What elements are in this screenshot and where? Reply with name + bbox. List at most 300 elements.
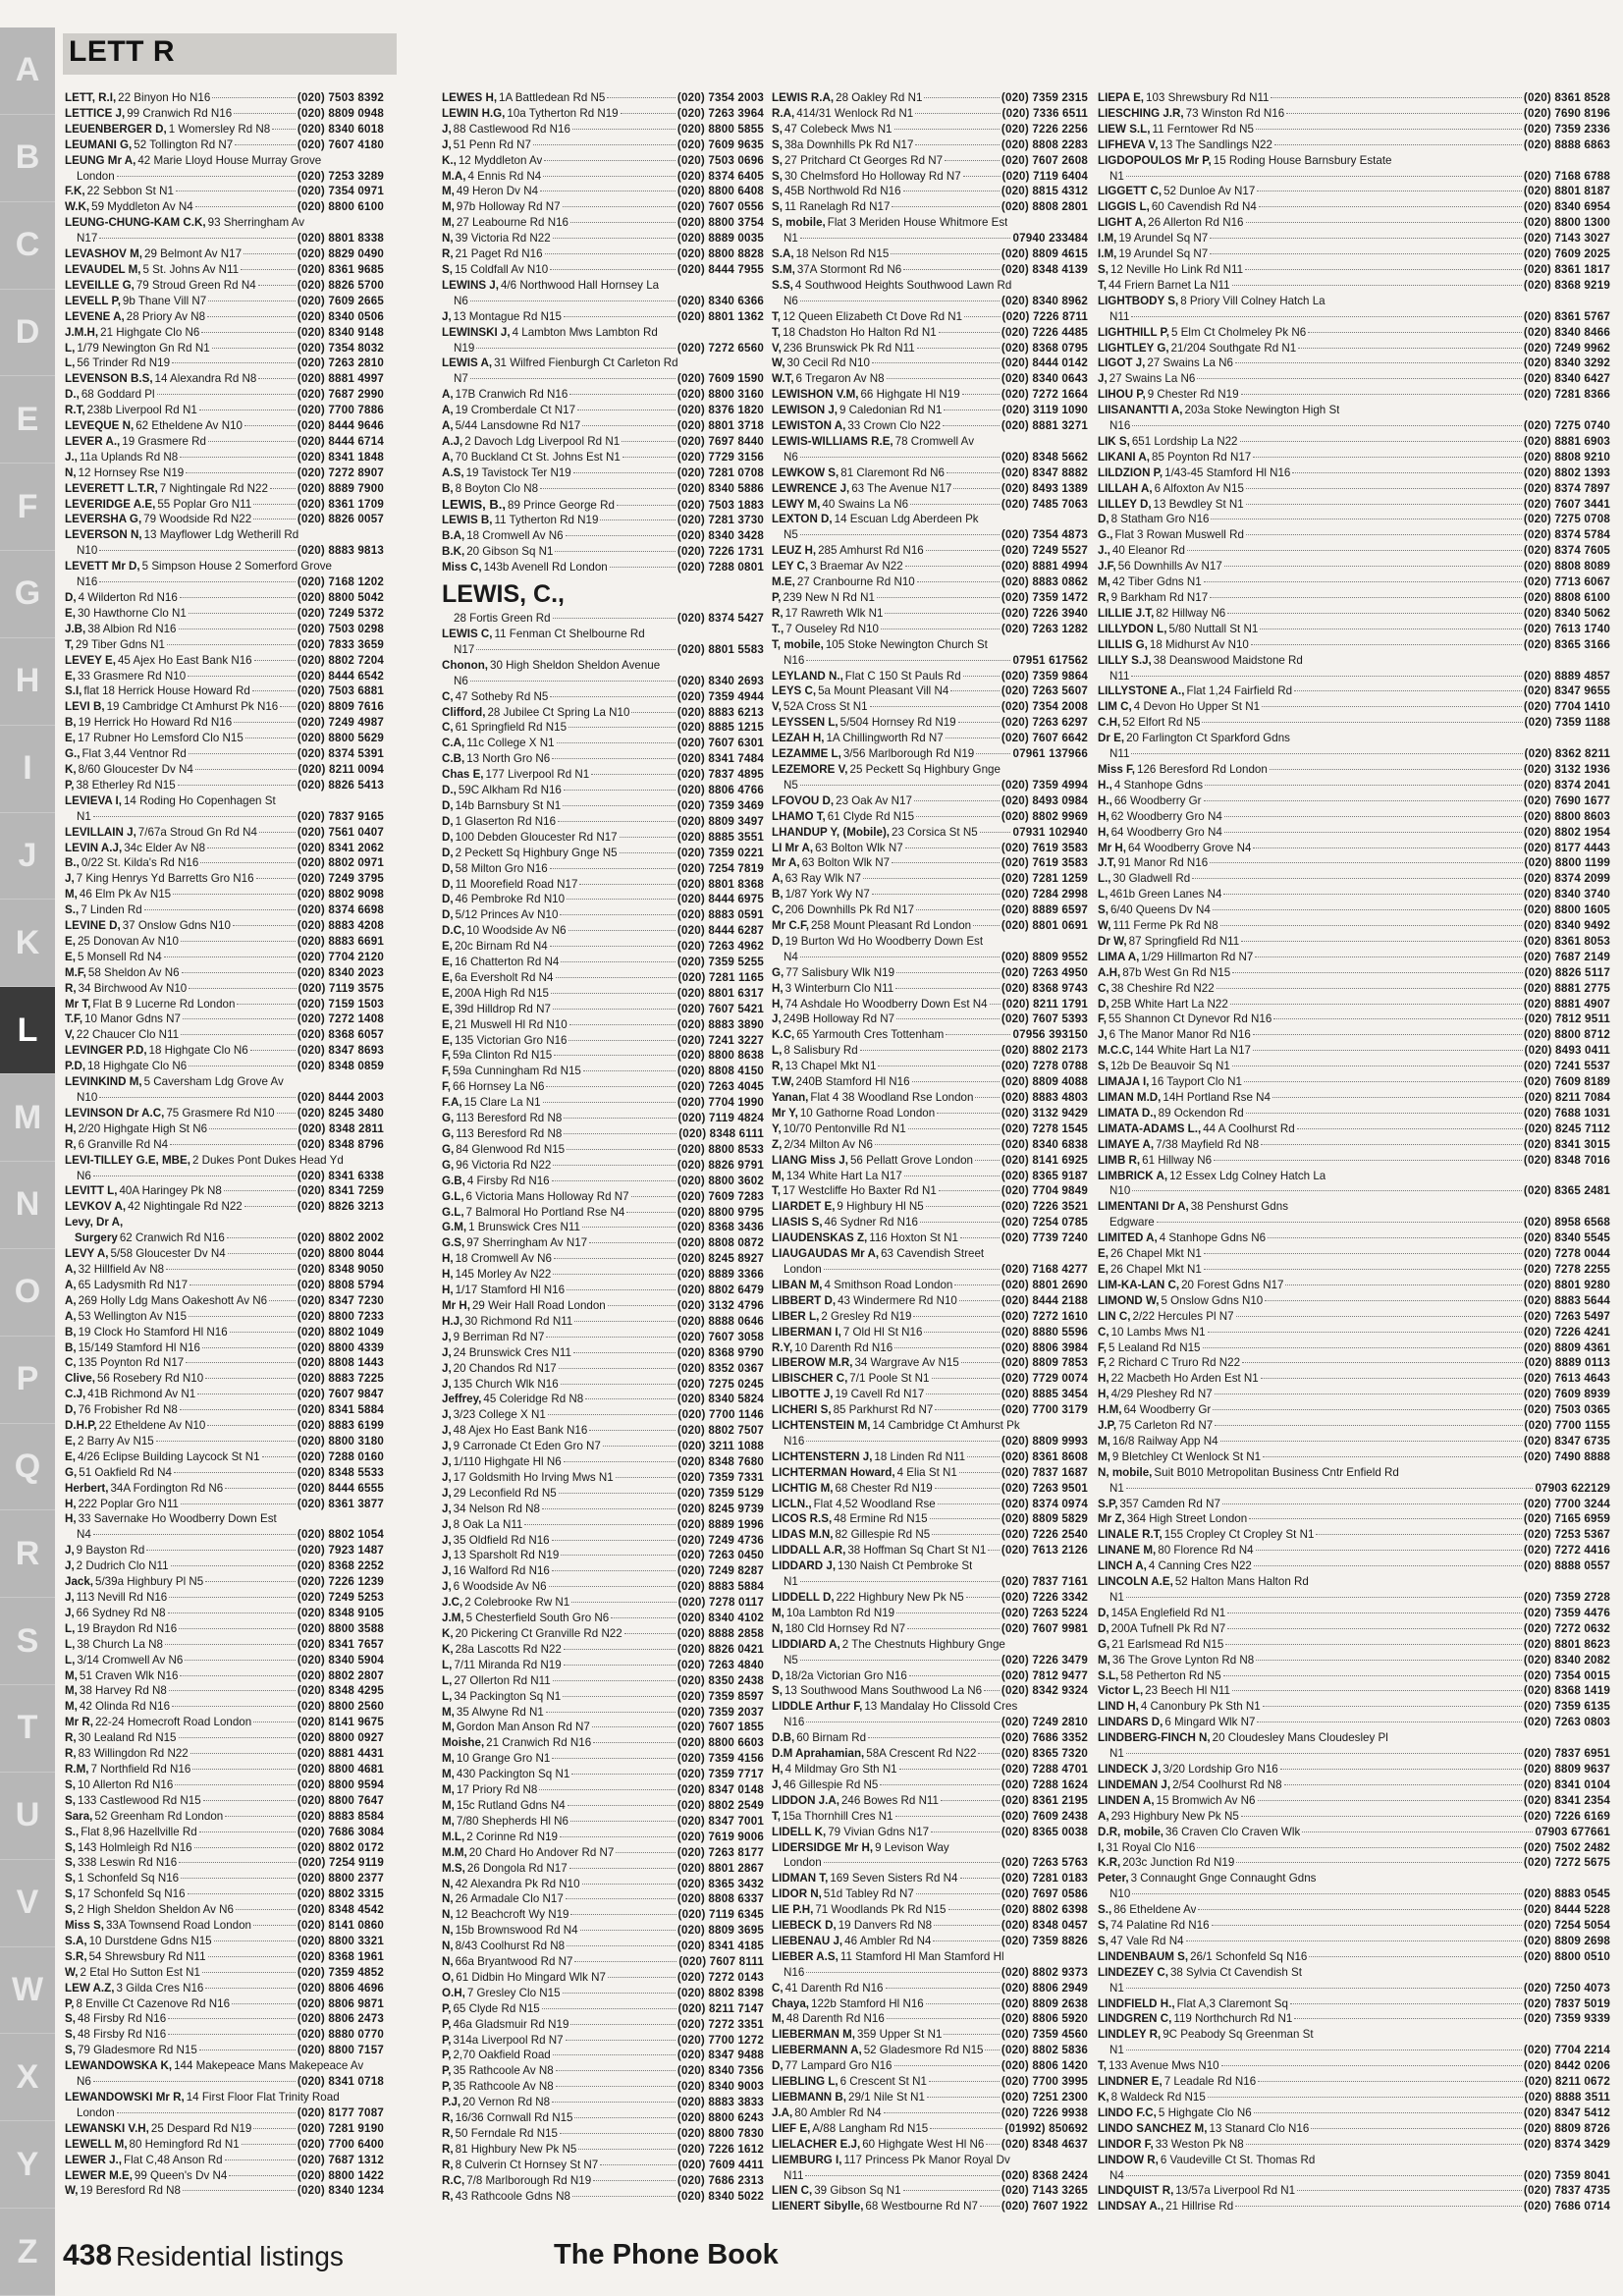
leader-dots bbox=[931, 1831, 1000, 1832]
listing-address: 12 Hornsey Rse N19 bbox=[78, 465, 185, 479]
listing-name: E, bbox=[65, 1449, 76, 1463]
listing-phone: (020) 7249 5372 bbox=[297, 606, 384, 620]
listing-address: N6 bbox=[784, 294, 798, 307]
listing-phone: (020) 8444 2188 bbox=[1001, 1293, 1088, 1307]
listing-address: 83 Willingdon Rd N22 bbox=[78, 1747, 189, 1761]
listing-address: 133 Castlewood Rd N15 bbox=[77, 1793, 201, 1807]
listing-entry bbox=[1098, 2027, 1610, 2043]
listing-phone: (020) 7609 2025 bbox=[1523, 247, 1610, 261]
listing-phone: (020) 8809 9993 bbox=[1001, 1434, 1088, 1448]
listing-name: H, bbox=[442, 1268, 454, 1282]
leader-dots bbox=[170, 1144, 296, 1145]
listing-address: 12 Essex Ldg Colney Hatch La bbox=[1169, 1169, 1326, 1182]
listing-phone: (020) 7359 2336 bbox=[1523, 122, 1610, 136]
listing-entry bbox=[772, 309, 1088, 325]
listing-entry bbox=[442, 1079, 764, 1095]
listing-phone: (020) 8340 3292 bbox=[1523, 356, 1610, 370]
leader-dots bbox=[552, 1758, 676, 1759]
listing-phone: (020) 8802 5836 bbox=[1001, 2044, 1088, 2057]
listing-entry bbox=[65, 1653, 384, 1668]
listing-entry bbox=[442, 1735, 764, 1751]
listing-phone: (020) 7700 3995 bbox=[1001, 2075, 1088, 2089]
listing-address: 20 Gibson Sq N1 bbox=[466, 545, 554, 559]
leader-dots bbox=[237, 1004, 295, 1005]
listing-name: D, bbox=[442, 798, 454, 812]
listing-entry bbox=[1098, 246, 1610, 262]
listing-entry bbox=[442, 481, 764, 497]
listing-name: E, bbox=[65, 934, 76, 948]
listing-entry bbox=[772, 1199, 1088, 1215]
listing-name: D.B, bbox=[772, 1731, 795, 1745]
listing-name: M, bbox=[65, 1700, 78, 1714]
leader-dots bbox=[1227, 1628, 1522, 1629]
listing-entry bbox=[442, 1158, 764, 1174]
leader-dots bbox=[244, 1206, 296, 1207]
listing-phone: (020) 7278 0044 bbox=[1523, 1247, 1610, 1261]
listing-address: 8 Salisbury Rd bbox=[784, 1044, 858, 1058]
listing-phone: (020) 8211 7084 bbox=[1524, 1091, 1610, 1104]
listing-entry bbox=[1098, 231, 1610, 246]
listing-name: Mr C.F, bbox=[772, 919, 810, 933]
leader-dots bbox=[916, 816, 1000, 817]
listing-entry bbox=[65, 1325, 384, 1340]
listing-address: 30 Hawthorne Clo N1 bbox=[77, 606, 187, 620]
listing-address: 43 Rathcoole Gdns N8 bbox=[455, 2189, 570, 2203]
listing-address: N6 bbox=[77, 2075, 91, 2089]
listing-address: 4 Stanhope Gdns bbox=[1113, 778, 1204, 792]
listing-entry bbox=[65, 887, 384, 902]
listing-phone: (020) 7697 8440 bbox=[676, 434, 764, 448]
listing-name: T., bbox=[772, 622, 784, 635]
listing-address: 9C Peabody Sq Greenman St bbox=[1163, 2028, 1314, 2042]
listing-entry bbox=[1098, 574, 1610, 590]
listing-address: flat 18 Herrick House Howard Rd bbox=[83, 684, 250, 698]
listing-entry bbox=[442, 1174, 764, 1189]
listing-name: LIEBERMAN M, bbox=[772, 2028, 856, 2042]
listing-phone: (020) 7359 2728 bbox=[1523, 1591, 1610, 1604]
listing-phone: (020) 7272 8907 bbox=[297, 465, 384, 479]
listing-address: 21 Hillrise Rd bbox=[1165, 2200, 1234, 2214]
listing-entry bbox=[442, 1454, 764, 1470]
leader-dots bbox=[169, 1690, 296, 1691]
leader-dots bbox=[579, 884, 675, 885]
leader-dots bbox=[1213, 1409, 1522, 1410]
listing-phone: (020) 7354 8032 bbox=[297, 341, 384, 355]
listing-name: LINDOW R, bbox=[1098, 2153, 1159, 2166]
listing-name: LIKANI A, bbox=[1098, 450, 1151, 464]
leader-dots bbox=[553, 1680, 676, 1681]
leader-dots bbox=[144, 909, 296, 910]
listing-name: G.L, bbox=[442, 1189, 464, 1203]
leader-dots bbox=[99, 238, 296, 239]
listing-phone: (020) 7263 9501 bbox=[1001, 1481, 1088, 1495]
listing-phone: (020) 8141 9675 bbox=[297, 1716, 384, 1729]
listing-address: 5 Highgate Clo N6 bbox=[1158, 2105, 1252, 2119]
listing-address: N1 bbox=[77, 809, 91, 823]
listing-address: 42 Tiber Gdns N1 bbox=[1111, 575, 1202, 589]
leader-dots bbox=[896, 972, 1000, 973]
listing-address: N4 bbox=[784, 950, 798, 963]
listing-entry bbox=[1098, 1855, 1610, 1871]
listing-name: D.M Aprahamian, bbox=[772, 1747, 865, 1761]
listing-name: R.A, bbox=[772, 106, 795, 120]
listing-address: 17B Cranwich Rd N16 bbox=[455, 388, 568, 402]
listing-name: LINDGREN C, bbox=[1098, 2012, 1172, 2026]
listing-name: T, bbox=[1098, 278, 1108, 292]
listing-entry bbox=[442, 783, 764, 798]
listing-address: 113 Nevill Rd N16 bbox=[76, 1591, 168, 1604]
listing-phone: (020) 8374 6698 bbox=[297, 903, 384, 917]
listing-address: 4/6 Northwood Hall Hornsey La bbox=[500, 278, 660, 292]
listing-address: 293 Highbury New Pk N5 bbox=[1110, 1809, 1239, 1823]
listing-entry bbox=[65, 1934, 384, 1949]
listing-entry bbox=[772, 841, 1088, 856]
listing-name: LEUNG-CHUNG-KAM C.K, bbox=[65, 216, 206, 230]
listing-name: Mr H, bbox=[442, 1298, 470, 1312]
leader-dots bbox=[593, 1742, 676, 1743]
listing-phone: (020) 7143 3265 bbox=[1001, 2184, 1088, 2198]
listing-name: K, bbox=[442, 1642, 454, 1656]
listing-entry bbox=[1098, 637, 1610, 653]
listing-name: LIK S, bbox=[1098, 434, 1130, 448]
listing-name: S., bbox=[65, 1825, 80, 1838]
listing-address: 26 Dongola Rd N17 bbox=[466, 1861, 568, 1875]
running-head: LETT R bbox=[69, 35, 175, 68]
listing-name: M, bbox=[442, 1798, 455, 1812]
listing-name: J, bbox=[442, 137, 452, 151]
listing-entry bbox=[1098, 450, 1610, 465]
leader-dots bbox=[544, 160, 676, 161]
listing-entry bbox=[442, 2158, 764, 2173]
listing-address: 6 Granville Rd N4 bbox=[78, 1137, 169, 1151]
listing-address: 22 Chaucer Clo N11 bbox=[76, 1028, 180, 1042]
leader-dots bbox=[1274, 144, 1522, 145]
listing-address: 12 Beachcroft Wy N19 bbox=[455, 1908, 569, 1922]
leader-dots bbox=[545, 253, 676, 254]
listing-entry bbox=[442, 1189, 764, 1205]
listing-phone: (020) 8800 3602 bbox=[676, 1174, 764, 1187]
leader-dots bbox=[950, 690, 1000, 691]
listing-entry bbox=[772, 1590, 1088, 1606]
listing-address: 25B White Hart La N22 bbox=[1110, 997, 1228, 1011]
leader-dots bbox=[916, 909, 1000, 910]
listing-entry bbox=[442, 2033, 764, 2049]
listing-entry bbox=[772, 1230, 1088, 1246]
listing-name: M, bbox=[65, 1684, 78, 1698]
listing-name: LINDSAY A., bbox=[1098, 2200, 1164, 2214]
leader-dots bbox=[175, 1784, 296, 1785]
listing-address: N10 bbox=[77, 1091, 98, 1104]
listing-name: A.H, bbox=[1098, 965, 1121, 979]
listing-name: N, bbox=[442, 1940, 454, 1953]
listing-address: 8 Boyton Clo N8 bbox=[455, 481, 539, 495]
listing-entry bbox=[65, 1215, 384, 1230]
listing-name: J, bbox=[442, 1517, 452, 1531]
listing-address: 27 Swains La N6 bbox=[1109, 372, 1196, 386]
listing-address: 2 Gresley Rd N19 bbox=[821, 1309, 912, 1323]
listing-address: N6 bbox=[454, 294, 468, 307]
listing-phone: (020) 8800 3160 bbox=[676, 388, 764, 402]
leader-dots bbox=[1210, 597, 1522, 598]
listing-phone: (020) 8806 5920 bbox=[1001, 2012, 1088, 2026]
listing-phone: (020) 7354 2008 bbox=[1001, 700, 1088, 714]
listing-entry bbox=[1098, 1558, 1610, 1574]
listing-entry bbox=[442, 1814, 764, 1830]
listing-name: C.A, bbox=[442, 737, 465, 750]
listing-entry bbox=[772, 1855, 1088, 1871]
listing-name: H, bbox=[442, 1252, 454, 1266]
listing-phone: (020) 7119 6345 bbox=[677, 1908, 764, 1922]
listing-address: 29 Belmont Av N17 bbox=[144, 247, 243, 261]
listing-phone: (020) 8348 4542 bbox=[297, 1903, 384, 1917]
listing-entry bbox=[772, 918, 1088, 934]
leader-dots bbox=[870, 706, 1000, 707]
listing-phone: (020) 8348 0457 bbox=[1001, 1919, 1088, 1933]
listing-address: 314a Liverpool Rd N7 bbox=[453, 2033, 564, 2047]
listing-name: LIDDALL A.R, bbox=[772, 1544, 846, 1558]
listing-address: 145 Morley Av N22 bbox=[455, 1268, 552, 1282]
listing-address: 51d Tabley Rd N7 bbox=[823, 1887, 914, 1901]
leader-dots bbox=[589, 1430, 676, 1431]
listing-address: 12b De Beauvoir Sq N1 bbox=[1109, 1060, 1230, 1073]
listing-entry bbox=[772, 887, 1088, 902]
listing-phone: (020) 7613 2126 bbox=[1001, 1544, 1088, 1558]
listing-phone: (020) 8352 0367 bbox=[676, 1361, 764, 1375]
listing-name: D, bbox=[442, 846, 454, 859]
listing-address: 8 Culverin Ct Hornsey St N7 bbox=[455, 2158, 599, 2171]
listing-entry bbox=[442, 169, 764, 185]
listing-address: 64 Woodberry Gr bbox=[1123, 1403, 1212, 1417]
listing-address: N5 bbox=[784, 528, 798, 542]
listing-address: 38 Harvey Rd N8 bbox=[79, 1684, 167, 1698]
listing-name: A, bbox=[442, 419, 454, 433]
leader-dots bbox=[194, 1847, 296, 1848]
listing-entry bbox=[442, 798, 764, 814]
listing-entry bbox=[772, 169, 1088, 185]
listing-phone: (020) 8808 6100 bbox=[1523, 591, 1610, 604]
listing-name: M, bbox=[442, 1814, 455, 1828]
listing-address: 18 Midhurst Av N10 bbox=[1149, 637, 1249, 651]
listing-phone: (020) 8808 8089 bbox=[1523, 560, 1610, 574]
listing-entry bbox=[1098, 590, 1610, 606]
leader-dots bbox=[1316, 1534, 1521, 1535]
leader-dots bbox=[800, 785, 1000, 786]
listing-phone: (020) 3132 4796 bbox=[676, 1298, 764, 1312]
listing-name: LEZAH H, bbox=[772, 732, 825, 745]
listing-address: 38 Church La N8 bbox=[77, 1637, 163, 1651]
listing-phone: (020) 8802 9098 bbox=[297, 888, 384, 902]
listing-phone: (020) 7119 6404 bbox=[1001, 169, 1088, 183]
listing-name: T, bbox=[65, 637, 75, 651]
listing-entry bbox=[1098, 902, 1610, 918]
listing-name: L, bbox=[65, 1637, 76, 1651]
listing-address: 58 Sheldon Av N6 bbox=[87, 965, 180, 979]
leader-dots bbox=[1256, 1660, 1522, 1661]
listing-phone: (020) 7686 0714 bbox=[1523, 2200, 1610, 2214]
listing-phone: (020) 8800 1199 bbox=[1524, 856, 1610, 870]
listing-name: LINDO SANCHEZ M, bbox=[1098, 2121, 1208, 2135]
leader-dots bbox=[905, 566, 1000, 567]
leader-dots bbox=[202, 1347, 296, 1348]
listing-address: N1 bbox=[1109, 2044, 1124, 2057]
listing-address: 21 Cranwich Rd N16 bbox=[486, 1736, 592, 1750]
listing-entry bbox=[772, 855, 1088, 871]
listing-phone: 07940 233484 bbox=[1012, 232, 1088, 246]
listing-address: 6 Alfoxton Av N15 bbox=[1154, 481, 1244, 495]
listing-address: 30 Richmond Rd N11 bbox=[464, 1314, 573, 1328]
listing-phone: (020) 8800 1422 bbox=[297, 2168, 384, 2182]
listing-address: 23 Corsica St N5 bbox=[892, 825, 978, 839]
listing-name: Mr H, bbox=[1098, 841, 1126, 854]
leader-dots bbox=[548, 1414, 676, 1415]
leader-dots bbox=[1220, 1441, 1522, 1442]
leader-dots bbox=[892, 206, 1000, 207]
listing-entry bbox=[772, 434, 1088, 450]
leader-dots bbox=[270, 488, 296, 489]
listing-address: 52 Tollington Rd N7 bbox=[134, 137, 234, 151]
listing-phone: (020) 8802 2002 bbox=[297, 1231, 384, 1245]
listing-name: C, bbox=[442, 721, 454, 735]
listing-entry bbox=[65, 2137, 384, 2153]
listing-entry bbox=[1098, 699, 1610, 715]
listing-address: 58A Crescent Rd N22 bbox=[866, 1747, 977, 1761]
listing-address: 2 Dudrich Clo N11 bbox=[76, 1559, 169, 1573]
listing-entry bbox=[772, 2168, 1088, 2184]
leader-dots bbox=[1261, 1144, 1522, 1145]
listing-entry bbox=[442, 1377, 764, 1393]
listing-name: LIEMBURG I, bbox=[772, 2153, 842, 2166]
listing-entry bbox=[65, 1027, 384, 1043]
listing-phone: (020) 8883 3890 bbox=[676, 1017, 764, 1031]
listing-phone: (020) 7254 7819 bbox=[676, 861, 764, 875]
listing-name: LIEF E, bbox=[772, 2121, 811, 2135]
listing-entry bbox=[442, 1845, 764, 1861]
page-footer bbox=[63, 2231, 1614, 2280]
listing-name: LEVIN A.J, bbox=[65, 841, 123, 854]
leader-dots bbox=[181, 941, 296, 942]
listing-name: P, bbox=[442, 2017, 452, 2031]
listing-address: 11c College X N1 bbox=[466, 737, 555, 750]
listing-address: 8 Enville Ct Cazenove Rd N16 bbox=[76, 1996, 231, 2010]
listing-entry bbox=[65, 683, 384, 699]
leader-dots bbox=[1132, 425, 1522, 426]
listing-phone: (020) 8800 7157 bbox=[297, 2044, 384, 2057]
listing-address: 51 Craven Wlk N16 bbox=[79, 1668, 179, 1682]
listing-entry bbox=[65, 1074, 384, 1090]
listing-address: 133 Avenue Mws N10 bbox=[1109, 2059, 1219, 2073]
listing-name: LIHOU P, bbox=[1098, 388, 1146, 402]
listing-entry bbox=[1098, 169, 1610, 185]
listing-name: LINDFIELD H., bbox=[1098, 1996, 1175, 2010]
listing-name: LEWANDOWSKI Mr R, bbox=[65, 2091, 185, 2104]
listing-entry bbox=[772, 871, 1088, 887]
listing-phone: (020) 8883 6691 bbox=[297, 934, 384, 948]
listing-phone: (020) 8348 0859 bbox=[297, 1060, 384, 1073]
leader-dots bbox=[894, 2065, 1000, 2066]
listing-entry bbox=[65, 371, 384, 387]
listing-name: H.J, bbox=[442, 1314, 463, 1328]
listing-phone: (020) 7613 1740 bbox=[1523, 622, 1610, 635]
listing-entry bbox=[772, 90, 1088, 106]
listing-name: Mr T, bbox=[65, 997, 91, 1011]
listing-phone: (020) 8340 6954 bbox=[1523, 200, 1610, 214]
listing-name: L, bbox=[442, 1689, 453, 1703]
listing-address: 54 Shrewsbury Rd N11 bbox=[88, 1949, 206, 1963]
listing-phone: (020) 8341 2354 bbox=[1523, 1793, 1610, 1807]
listing-phone: (020) 7812 9511 bbox=[1524, 1012, 1610, 1026]
listing-phone: (020) 7609 2438 bbox=[1001, 1809, 1088, 1823]
listing-entry bbox=[1098, 1825, 1610, 1840]
listing-phone: (020) 8340 6838 bbox=[1001, 1137, 1088, 1151]
listing-address: 36 The Grove Lynton Rd N8 bbox=[1111, 1653, 1255, 1667]
listing-name: LIGHTBODY S, bbox=[1098, 294, 1179, 307]
listing-phone: (020) 7700 1272 bbox=[676, 2033, 764, 2047]
listing-name: R, bbox=[65, 1137, 77, 1151]
listing-name: LIGGETT C, bbox=[1098, 185, 1163, 198]
leader-dots bbox=[1235, 362, 1522, 363]
listing-address: 13 Mandalay Ho Clissold Cres bbox=[864, 1700, 1018, 1714]
leader-dots bbox=[552, 758, 676, 759]
listing-address: N6 bbox=[784, 450, 798, 464]
listing-address: 17 Goldsmith Ho Irving Mws N1 bbox=[453, 1470, 614, 1484]
listing-name: LIDMAN T, bbox=[772, 1872, 829, 1886]
listing-entry bbox=[442, 1407, 764, 1423]
listing-entry bbox=[1098, 841, 1610, 856]
leader-dots bbox=[1272, 1097, 1523, 1098]
listing-address: 4 Stanhope Gdns N6 bbox=[1159, 1231, 1267, 1245]
listing-address: Flat C,48 Anson Rd bbox=[123, 2153, 223, 2166]
listing-phone: (020) 8348 5533 bbox=[297, 1465, 384, 1479]
listing-entry bbox=[65, 1402, 384, 1418]
leader-dots bbox=[620, 852, 676, 853]
leader-dots bbox=[551, 993, 676, 994]
listing-address: N16 bbox=[1109, 419, 1131, 433]
listing-address: 15c Rutland Gdns N4 bbox=[456, 1798, 566, 1812]
leader-dots bbox=[800, 238, 1011, 239]
listing-entry bbox=[65, 1121, 384, 1137]
listing-phone: (020) 7281 0183 bbox=[1001, 1872, 1088, 1886]
listing-phone: (020) 7284 2998 bbox=[1001, 888, 1088, 902]
listing-address: 35 Rathcoole Av N8 bbox=[453, 2064, 554, 2078]
listing-address: 99 Queen's Dv N4 bbox=[134, 2168, 228, 2182]
listing-name: S, bbox=[65, 2028, 76, 2042]
listing-address: 30 High Sheldon Sheldon Avenue bbox=[490, 658, 661, 672]
leader-dots bbox=[524, 1524, 676, 1525]
listing-name: LEWES H, bbox=[442, 91, 498, 104]
listing-address: 22 Binyon Ho N16 bbox=[118, 91, 211, 104]
listing-name: D., bbox=[442, 784, 457, 797]
listing-entry bbox=[65, 1449, 384, 1465]
listing-entry bbox=[1098, 1293, 1610, 1309]
listing-address: 59 Myddleton Av N4 bbox=[91, 200, 193, 214]
leader-dots bbox=[189, 988, 296, 989]
listing-entry bbox=[772, 1871, 1088, 1886]
listing-phone: (020) 7263 8177 bbox=[676, 1845, 764, 1859]
listing-entry bbox=[442, 1095, 764, 1111]
listing-entry bbox=[65, 1840, 384, 1856]
listing-name: D, bbox=[772, 1668, 784, 1682]
listing-entry bbox=[442, 1673, 764, 1689]
listing-address: 130 Naish Ct Pembroke St bbox=[838, 1559, 973, 1573]
listing-address: 27 Ollerton Rd N11 bbox=[454, 1673, 551, 1687]
listing-entry bbox=[65, 2074, 384, 2090]
listing-entry bbox=[772, 1699, 1088, 1715]
leader-dots bbox=[569, 1024, 676, 1025]
listing-entry bbox=[442, 1970, 764, 1986]
listing-phone: (020) 7837 1687 bbox=[1001, 1465, 1088, 1479]
listing-entry bbox=[65, 997, 384, 1012]
listing-address: 3/20 Lordship Gro N16 bbox=[1163, 1762, 1278, 1776]
